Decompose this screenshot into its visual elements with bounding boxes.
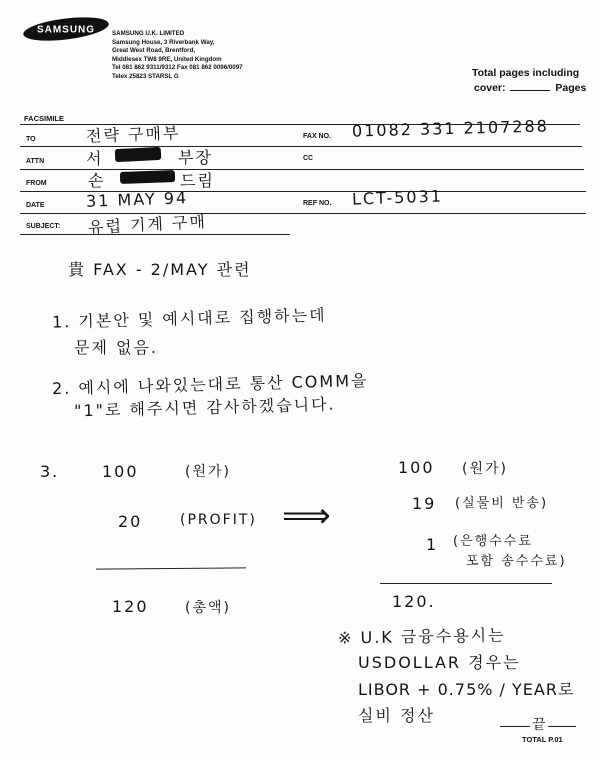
logo-text: SAMSUNG [36,24,96,36]
from-label: FROM [26,180,47,187]
left-total-note: (총액) [185,600,231,616]
redaction-bar [115,147,162,162]
telex-line: Telex 25823 STARSL G [112,72,179,80]
date-value: 31 MAY 94 [85,188,189,211]
from-value-start: 손 [88,171,106,190]
date-label: DATE [26,202,45,209]
note-line-1: ※ U.K 금융수용시는 [337,625,506,648]
pages-unit: Pages [555,82,587,94]
left-cost-note: (원가) [185,464,231,480]
left-total-value: 120 [112,597,149,616]
phone-line: Tel 081 862 9311/9312 Fax 081 862 0096/0097 [112,64,243,72]
sum-line [96,567,246,569]
from-value-end: 드림 [180,171,215,190]
left-profit-note: (PROFIT) [180,512,257,528]
attn-label: ATTN [26,158,45,165]
note-line-3: LIBOR + 0.75% / YEAR로 [358,680,575,699]
total-pages-label: Total pages including [472,67,580,79]
right-actual-note: (실물비 반송) [455,496,549,511]
reference-line: 貴 FAX - 2/MAY 관련 [68,260,252,279]
right-cost-value: 100 [398,458,435,477]
subject-value: 유럽 기계 구매 [87,211,208,238]
subject-label: SUBJECT: [26,223,61,230]
address-line: Samsung House, 3 Riverbank Way, [112,38,215,46]
to-value: 전략 구매부 [85,123,181,146]
right-cost-note: (원가) [462,461,508,477]
ref-no-value: LCT-5031 [351,186,444,209]
right-total-value: 120. [392,592,436,611]
address-line: Middlesex TW8 9RE, United Kingdom [112,55,222,63]
item1-line2: 문제 없음. [74,338,158,357]
item3-number: 3. [40,462,60,481]
right-fee-value: 1 [426,535,439,554]
item2-line1: 2. 예시에 나와있는대로 통산 COMM을 [51,370,369,399]
cc-label: CC [303,155,314,162]
pages-blank [510,90,550,91]
to-label: TO [26,136,36,143]
left-cost-value: 100 [102,462,139,481]
note-line-2: USDOLLAR 경우는 [358,653,521,672]
address-line: Great West Road, Brentford, [112,47,196,55]
note-line-4: 실비 정산 [358,706,435,725]
company-name: SAMSUNG U.K. LIMITED [112,30,185,37]
company-address [112,30,243,82]
cover-label: cover: [474,82,506,94]
right-actual-value: 19 [412,494,437,513]
attn-value-end: 부장 [178,148,213,167]
ref-no-label: REF NO. [303,200,332,207]
redaction-bar [120,170,175,184]
samsung-logo [22,17,110,41]
item1-line1: 1. 기본안 및 예시대로 집행하는데 [51,305,327,332]
fax-no-value: 01082 331 2107288 [351,116,550,141]
sum-line [380,583,552,584]
left-profit-value: 20 [118,512,143,531]
attn-value-start: 서 [86,149,104,168]
total-pages-box [472,66,586,96]
form-rule [20,146,582,147]
fax-no-label: FAX NO. [303,133,332,140]
signoff-dash [548,726,576,727]
right-fee-note-a: (은행수수료 [453,534,533,549]
facsimile-title: FACSIMILE [24,114,65,123]
conversion-arrow: ⟹ [282,496,331,536]
total-pages-cover-row [472,81,586,96]
item2-line2: "1"로 해주시면 감사하겠습니다. [73,394,336,421]
right-fee-note-b: 포함 송수수료) [466,554,567,569]
signoff: 끝 [532,717,548,733]
signoff-dash [500,726,530,727]
footer-total-pages: TOTAL P.01 [522,735,563,744]
